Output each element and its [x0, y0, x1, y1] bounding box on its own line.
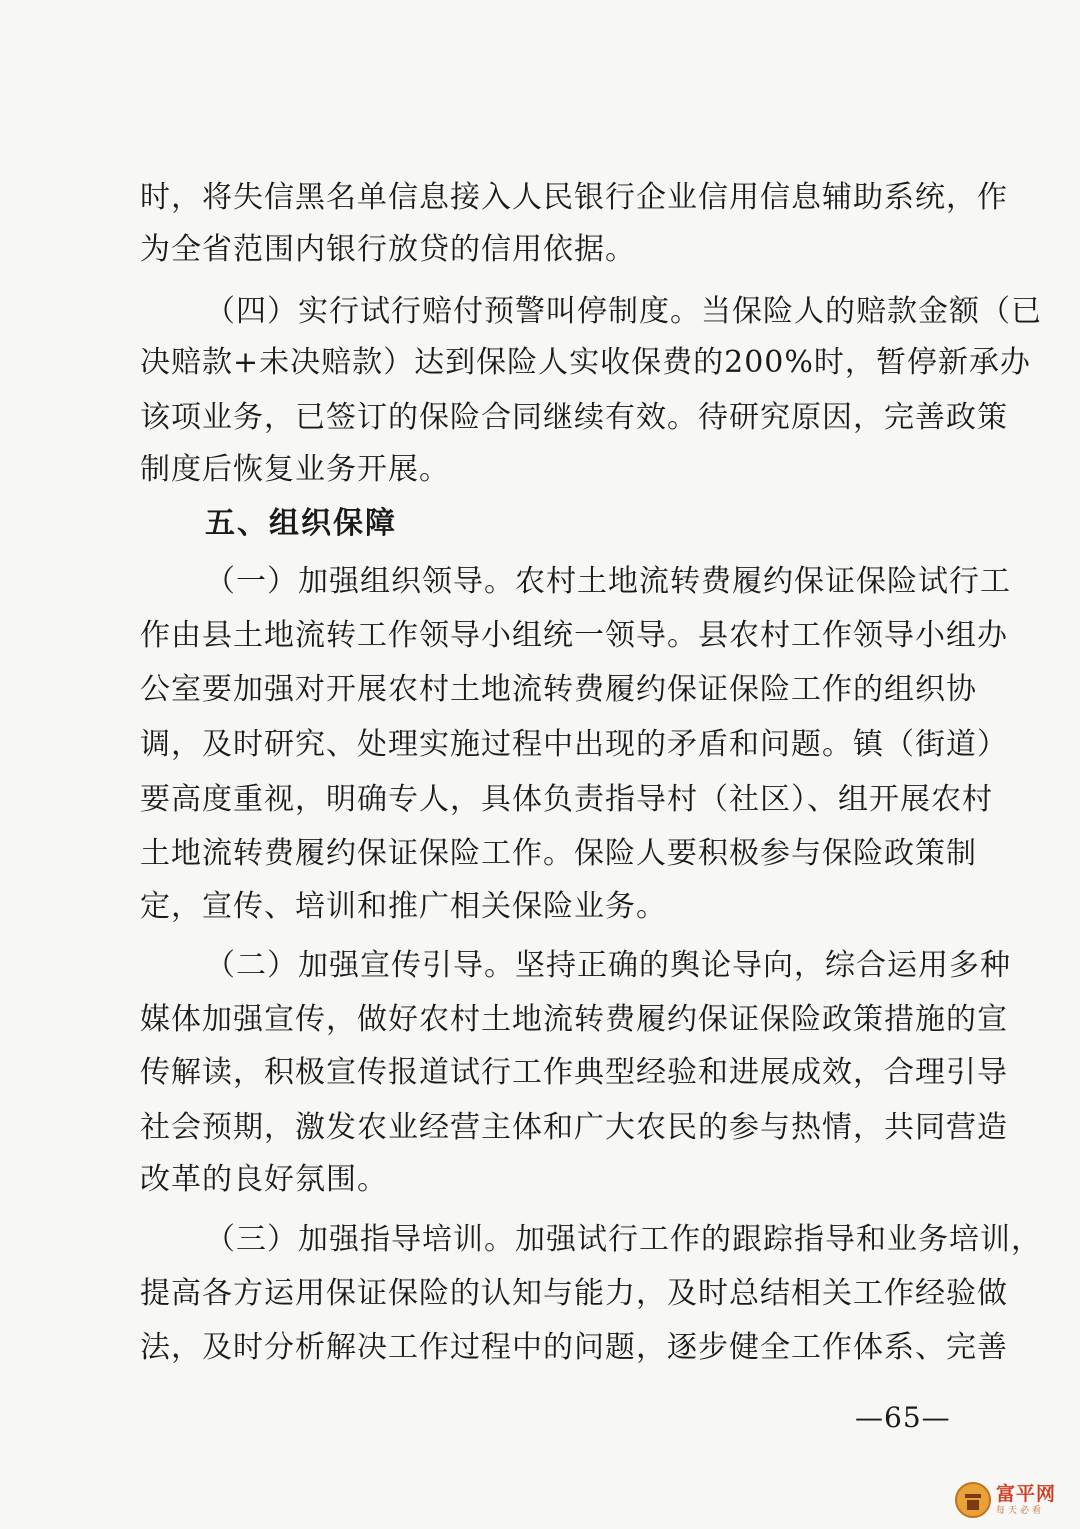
text-line-12: 要高度重视，明确专人，具体负责指导村（社区）、组开展农村 [140, 782, 993, 817]
text-line-19: 改革的良好氛围。 [140, 1162, 388, 1197]
text-line-22: 法，及时分析解决工作过程中的问题，逐步健全工作体系、完善 [140, 1330, 1008, 1365]
text-line-1: 时，将失信黑名单信息接入人民银行企业信用信息辅助系统，作 [140, 180, 1008, 215]
text-line-11: 调，及时研究、处理实施过程中出现的矛盾和问题。镇（街道） [140, 727, 1008, 762]
text-line-2: 为全省范围内银行放贷的信用依据。 [140, 232, 636, 267]
text-line-14: 定，宣传、培训和推广相关保险业务。 [140, 889, 667, 924]
text-line-6: 制度后恢复业务开展。 [140, 452, 450, 487]
text-line-8: （一）加强组织领导。农村土地流转费履约保证保险试行工 [205, 564, 1011, 599]
text-line-3: （四）实行试行赔付预警叫停制度。当保险人的赔款金额（已 [205, 294, 1042, 329]
text-line-15: （二）加强宣传引导。坚持正确的舆论导向，综合运用多种 [205, 948, 1011, 983]
text-line-21: 提高各方运用保证保险的认知与能力，及时总结相关工作经验做 [140, 1276, 1008, 1311]
text-line-16: 媒体加强宣传，做好农村土地流转费履约保证保险政策措施的宣 [140, 1002, 1008, 1037]
text-line-4: 决赔款+未决赔款）达到保险人实收保费的200%时，暂停新承办 [140, 345, 1031, 380]
section-heading: 五、组织保障 [205, 506, 397, 541]
city-gate-logo-icon [955, 1482, 991, 1518]
watermark[interactable] [955, 1478, 1070, 1522]
text-line-18: 社会预期，激发农业经营主体和广大农民的参与热情，共同营造 [140, 1110, 1008, 1145]
text-line-10: 公室要加强对开展农村土地流转费履约保证保险工作的组织协 [140, 672, 977, 707]
text-line-17: 传解读，积极宣传报道试行工作典型经验和进展成效，合理引导 [140, 1055, 1008, 1090]
text-line-13: 土地流转费履约保证保险工作。保险人要积极参与保险政策制 [140, 836, 977, 871]
watermark-text [996, 1482, 1057, 1516]
text-line-20: （三）加强指导培训。加强试行工作的跟踪指导和业务培训， [205, 1222, 1042, 1257]
text-line-9: 作由县土地流转工作领导小组统一领导。县农村工作领导小组办 [140, 618, 1008, 653]
watermark-name: 富平网 [996, 1482, 1057, 1505]
page-number: —65— [855, 1401, 951, 1434]
text-line-5: 该项业务，已签订的保险合同继续有效。待研究原因，完善政策 [140, 400, 1008, 435]
watermark-slogan: 每天必看 [996, 1505, 1045, 1516]
